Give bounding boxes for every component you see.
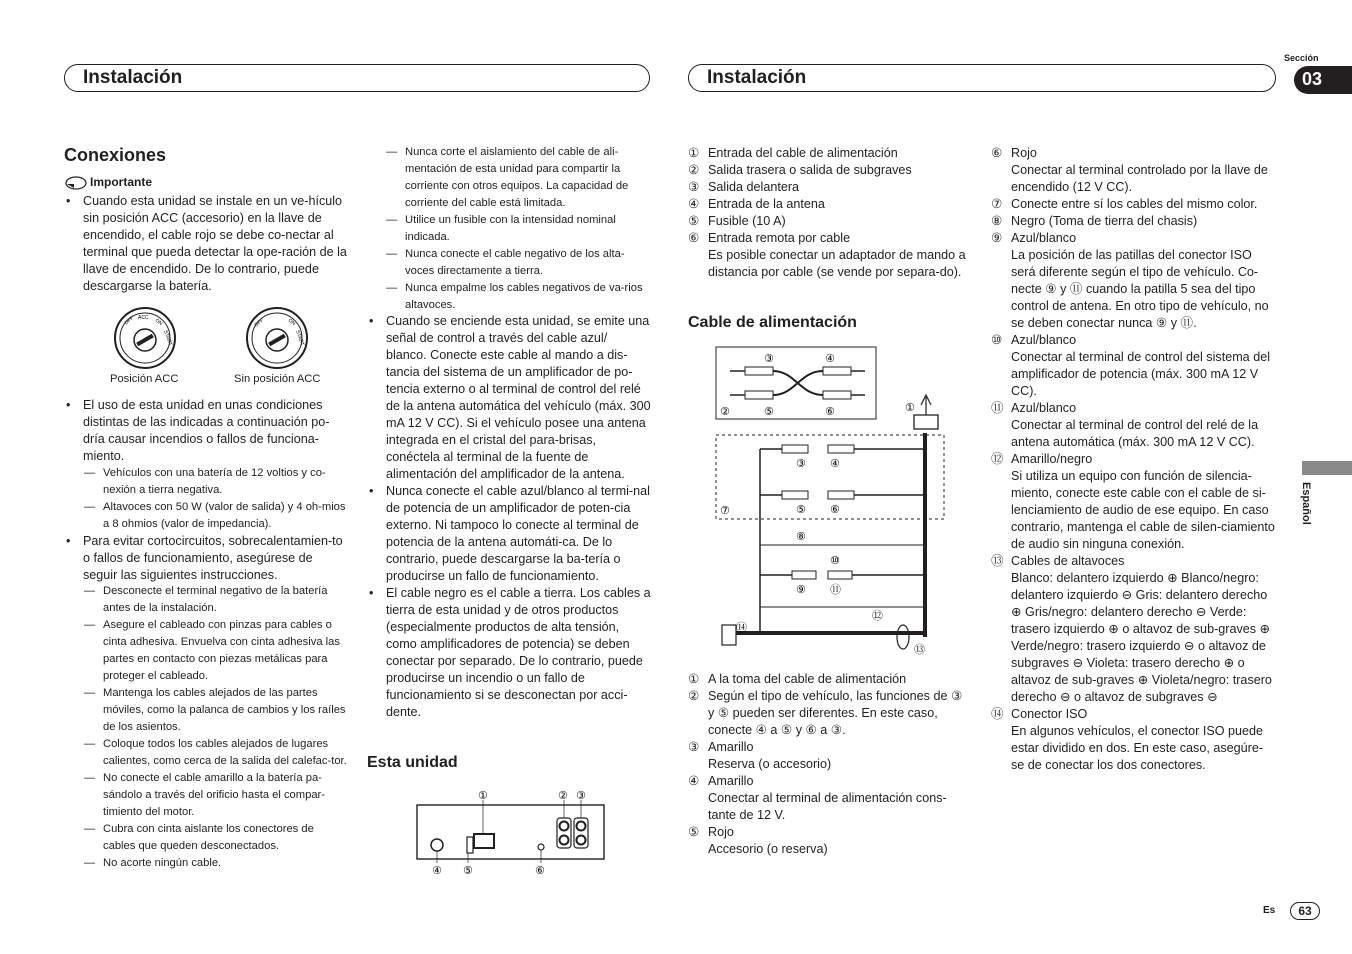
list-item: — Nunca corte el aislamiento del cable de ali-mentación de esta unidad para compartir la corriente con otros equipos. La capacidad de corriente del cable está limitada. xyxy=(386,144,650,212)
warning-icon xyxy=(64,175,88,191)
diagram-num-6: ⑥ xyxy=(825,406,835,418)
diagram-num-2: ② xyxy=(720,406,730,418)
dash-list-3 xyxy=(84,583,348,872)
bullet-list-col2 xyxy=(367,313,651,721)
list-item: — Mantenga los cables alejados de las partes móviles, como la palanca de cambios y los raíles de los asientos. xyxy=(84,685,348,736)
language-tab-bar xyxy=(1302,461,1352,475)
list-item: — Nunca empalme los cables negativos de va-rios altavoces. xyxy=(386,280,650,314)
list-item: • El uso de esta unidad en unas condiciones distintas de las indicadas a continuación po-dría causar incendios o fallos de funciona-miento. xyxy=(64,397,348,465)
header-left-title: Instalación xyxy=(83,67,183,88)
list-item: ⑥ Rojo Conectar al terminal controlado por la llave de encendido (12 V CC). xyxy=(991,146,1268,194)
ignition-acc-icon xyxy=(115,308,175,368)
section-label: Sección xyxy=(1284,53,1319,63)
list-item: ② Según el tipo de vehículo, las funciones de ③ y ⑤ pueden ser diferentes. En este caso, conecte ④ a ⑤ y ⑥ a ③. xyxy=(688,689,963,737)
list-item: ① Entrada del cable de alimentación xyxy=(688,146,898,160)
list-item: ④ Entrada de la antena xyxy=(688,197,825,211)
important-label: Importante xyxy=(90,175,153,189)
diagram-num-9: ⑨ xyxy=(796,584,806,596)
conexiones-title: Conexiones xyxy=(64,145,167,165)
num-list-col3-top xyxy=(688,145,968,281)
list-item: — Coloque todos los cables alejados de lugares calientes, como cerca de la salida del calefac-tor. xyxy=(84,736,348,770)
esta-unidad-title: Esta unidad xyxy=(367,754,458,771)
list-item: — Altavoces con 50 W (valor de salida) y 4 oh-mios a 8 ohmios (valor de impedancia). xyxy=(84,499,348,533)
list-item: ⑫ Amarillo/negro Si utiliza un equipo con función de silencia-miento, conecte este cable con el cable de si-lenciamiento de audio de ese equipo. En caso contrario, mantenga el cable de silen-ciamiento de audio sin ninguna conexión. xyxy=(991,452,1275,551)
key-label-on: ON xyxy=(286,317,297,327)
list-item: ⑤ Fusible (10 A) xyxy=(688,214,786,228)
list-item: • Cuando esta unidad se instale en un ve-hículo sin posición ACC (accesorio) en la llave de encendido, el cable rojo se debe co-nectar al terminal que pueda detectar la ope-ración de la llave de encendido. De lo contrario, puede descargarse la batería. xyxy=(64,193,348,295)
power-connector-icon xyxy=(474,834,494,848)
diagram-num-13: ⑬ xyxy=(914,644,925,656)
footer-lang: Es xyxy=(1263,905,1276,916)
page-number: 63 xyxy=(1290,902,1320,920)
list-item: ⑦ Conecte entre sí los cables del mismo color. xyxy=(991,197,1258,211)
unit-rear-diagram xyxy=(412,785,612,880)
power-cable-diagram xyxy=(700,345,955,660)
key-label-start: START xyxy=(162,329,174,347)
iso-connector-icon xyxy=(722,625,736,645)
list-item: ⑬ Cables de altavoces Blanco: delantero izquierdo ⊕ Blanco/negro: delantero izquierdo ⊖ Gris: delantero derecho ⊕ Gris/negro: delantero derecho ⊖ Verde: trasero izquierdo ⊕ o altavoz de sub-graves ⊕ Verde/negro: trasero izquierdo ⊖ o altavoz de subgraves ⊖ Violeta: trasero derecho ⊕ o altavoz de sub-graves ⊕ Violeta/negro: trasero derecho ⊖ o altavoz de subgraves ⊖ xyxy=(991,554,1272,704)
antenna-jack-icon xyxy=(431,839,443,851)
fig-caption-no-acc: Sin posición ACC xyxy=(234,373,321,385)
diagram-num-5b: ⑤ xyxy=(796,504,806,516)
list-item: ⑭ Conector ISO En algunos vehículos, el conector ISO puede estar dividido en dos. En este caso, asegúre-se de conectar los dos conectores. xyxy=(991,707,1264,772)
list-item: — No acorte ningún cable. xyxy=(84,855,348,872)
section-header-right xyxy=(688,64,1276,92)
unit-num-6: ⑥ xyxy=(535,865,545,877)
key-label-off: OFF xyxy=(253,317,265,329)
list-item: — Asegure el cableado con pinzas para cables o cinta adhesiva. Envuelva con cinta adhesiva las partes en contacto con piezas metálicas para proteger el cableado. xyxy=(84,617,348,685)
list-item: ⑪ Azul/blanco Conectar al terminal de control del relé de la antena automática (máx. 300 mA 12 V CC). xyxy=(991,401,1259,449)
bullet-list-2 xyxy=(64,397,348,465)
diagram-num-4b: ④ xyxy=(830,458,840,470)
num-list-col4 xyxy=(991,145,1276,774)
unit-num-1: ① xyxy=(478,790,488,802)
remote-jack-icon xyxy=(538,844,544,850)
diagram-num-3: ③ xyxy=(764,353,774,365)
list-item: ⑨ Azul/blanco La posición de las patillas del conector ISO será diferente según el tipo de vehículo. Co-necte ⑨ y ⑪ cuando la patilla 5 sea del tipo control de antena. En otro tipo de vehículo, no se deben conectar nunca ⑨ y ⑪. xyxy=(991,231,1269,330)
section-header-left xyxy=(64,64,650,92)
diagram-num-6b: ⑥ xyxy=(830,504,840,516)
list-item: • Cuando se enciende esta unidad, se emite una señal de control a través del cable azul/ blanco. Conecte este cable al mando a dis-tancia del sistema de un amplificador de po-tencia externo o al terminal de control del relé de la antena automática del vehículo (máx. 300 mA 12 V CC). Si el vehículo posee una antena integrada en el cristal del para-brisas, conéctela al terminal de la fuente de alimentación del amplificador de la antena. xyxy=(367,313,651,483)
diagram-num-1: ① xyxy=(905,402,915,414)
diagram-num-8: ⑧ xyxy=(796,531,806,543)
fig-caption-acc: Posición ACC xyxy=(110,373,179,385)
bullet-list-3 xyxy=(64,533,348,584)
list-item: — Desconecte el terminal negativo de la batería antes de la instalación. xyxy=(84,583,348,617)
diagram-num-4: ④ xyxy=(825,353,835,365)
unit-num-4: ④ xyxy=(432,865,442,877)
dash-list-col2 xyxy=(386,144,650,314)
language-tab-label: Español xyxy=(1300,482,1312,525)
list-item: ⑤ Rojo Accesorio (o reserva) xyxy=(688,825,828,856)
unit-num-2: ② xyxy=(558,790,568,802)
diagram-num-12: ⑫ xyxy=(872,610,883,622)
cable-alimentacion-title: Cable de alimentación xyxy=(688,314,857,331)
list-item: ⑩ Azul/blanco Conectar al terminal de control del sistema del amplificador de potencia (máx. 300 mA 12 V CC). xyxy=(991,333,1270,398)
section-badge xyxy=(1294,66,1352,94)
ignition-no-acc-icon xyxy=(247,308,307,368)
list-item: — Utilice un fusible con la intensidad nominal indicada. xyxy=(386,212,650,246)
list-item: ③ Amarillo Reserva (o accesorio) xyxy=(688,740,832,771)
key-label-start: START xyxy=(294,329,306,347)
key-label-acc: ACC xyxy=(138,315,149,321)
unit-num-3: ③ xyxy=(576,790,586,802)
diagram-num-5: ⑤ xyxy=(764,406,774,418)
list-item: • Nunca conecte el cable azul/blanco al termi-nal de potencia de un amplificador de poten-cia externo. Ni tampoco lo conecte al terminal de potencia de la antena automáti-ca. De lo contrario, puede descargarse la ba-tería o producirse un fallo de funcionamiento. xyxy=(367,483,651,585)
diagram-num-10: ⑩ xyxy=(830,555,840,567)
list-item: ⑧ Negro (Toma de tierra del chasis) xyxy=(991,214,1198,228)
list-item: ① A la toma del cable de alimentación xyxy=(688,672,907,686)
unit-num-5: ⑤ xyxy=(463,865,473,877)
list-item: ⑥ Entrada remota por cable Es posible conectar un adaptador de mando a distancia por cable (se vende por separa-do). xyxy=(688,231,966,279)
header-right-title: Instalación xyxy=(707,67,807,88)
key-label-on: ON xyxy=(153,317,164,327)
diagram-num-3b: ③ xyxy=(796,458,806,470)
list-item: • El cable negro es el cable a tierra. Los cables a tierra de esta unidad y de otros productos (especialmente productos de alta tensión, como amplificadores de potencia) se deben conectar por separado. De lo contrario, puede producirse un incendio o un fallo de funcionamiento si se desconectan por acci-dente. xyxy=(367,585,651,721)
diagram-num-14: ⑭ xyxy=(736,622,747,634)
list-item: — Vehículos con una batería de 12 voltios y co-nexión a tierra negativa. xyxy=(84,465,348,499)
dash-list-2 xyxy=(84,465,348,533)
num-list-col3-bottom xyxy=(688,671,968,858)
list-item: — Nunca conecte el cable negativo de los alta-voces directamente a tierra. xyxy=(386,246,650,280)
list-item: ④ Amarillo Conectar al terminal de alimentación cons-tante de 12 V. xyxy=(688,774,947,822)
key-label-off: OFF xyxy=(123,315,135,327)
diagram-num-7: ⑦ xyxy=(720,505,730,517)
list-item: • Para evitar cortocircuitos, sobrecalentamien-to o fallos de funcionamiento, asegúrese de seguir las siguientes instrucciones. xyxy=(64,533,348,584)
list-item: ② Salida trasera o salida de subgraves xyxy=(688,163,912,177)
list-item: — Cubra con cinta aislante los conectores de cables que queden desconectados. xyxy=(84,821,348,855)
diagram-num-11: ⑪ xyxy=(830,584,841,596)
section-number: 03 xyxy=(1302,69,1323,89)
list-item: ③ Salida delantera xyxy=(688,180,800,194)
bullet-list-1 xyxy=(64,193,348,295)
list-item: — No conecte el cable amarillo a la batería pa-sándolo a través del orificio hasta el compar-timiento del motor. xyxy=(84,770,348,821)
